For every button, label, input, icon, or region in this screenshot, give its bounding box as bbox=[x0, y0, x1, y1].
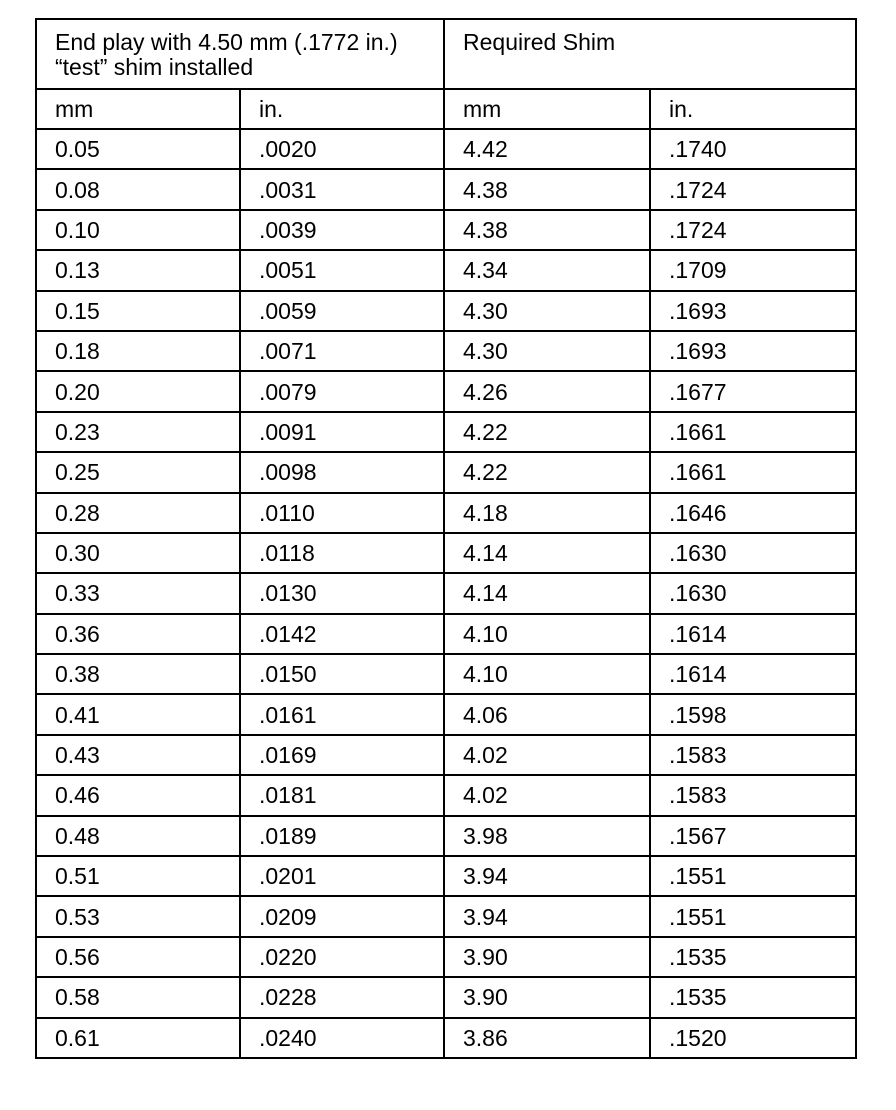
shim-mm-cell: 4.02 bbox=[444, 775, 650, 815]
table-row bbox=[36, 977, 856, 1017]
end-play-mm-header: mm bbox=[36, 89, 240, 129]
table-row bbox=[36, 331, 856, 371]
end-play-mm-cell: 0.41 bbox=[36, 694, 240, 734]
table-row bbox=[36, 614, 856, 654]
end-play-in-cell: .0130 bbox=[240, 573, 444, 613]
end-play-mm-cell: 0.08 bbox=[36, 169, 240, 209]
required-shim-header: Required Shim bbox=[444, 19, 856, 89]
end-play-in-cell: .0051 bbox=[240, 250, 444, 290]
end-play-mm-cell: 0.25 bbox=[36, 452, 240, 492]
end-play-in-cell: .0059 bbox=[240, 291, 444, 331]
end-play-in-cell: .0189 bbox=[240, 816, 444, 856]
end-play-in-cell: .0209 bbox=[240, 896, 444, 936]
shim-in-cell: .1693 bbox=[650, 291, 856, 331]
end-play-in-cell: .0201 bbox=[240, 856, 444, 896]
table-row bbox=[36, 735, 856, 775]
table-row bbox=[36, 694, 856, 734]
shim-in-cell: .1630 bbox=[650, 573, 856, 613]
end-play-mm-cell: 0.20 bbox=[36, 371, 240, 411]
end-play-in-cell: .0079 bbox=[240, 371, 444, 411]
table-row bbox=[36, 169, 856, 209]
shim-in-cell: .1661 bbox=[650, 412, 856, 452]
shim-mm-cell: 4.14 bbox=[444, 573, 650, 613]
shim-in-cell: .1583 bbox=[650, 775, 856, 815]
shim-in-cell: .1661 bbox=[650, 452, 856, 492]
end-play-in-cell: .0150 bbox=[240, 654, 444, 694]
shim-in-header: in. bbox=[650, 89, 856, 129]
shim-in-cell: .1535 bbox=[650, 977, 856, 1017]
shim-mm-cell: 3.90 bbox=[444, 977, 650, 1017]
table-row bbox=[36, 493, 856, 533]
end-play-mm-cell: 0.30 bbox=[36, 533, 240, 573]
end-play-mm-cell: 0.28 bbox=[36, 493, 240, 533]
end-play-mm-cell: 0.36 bbox=[36, 614, 240, 654]
table-row bbox=[36, 896, 856, 936]
end-play-in-cell: .0071 bbox=[240, 331, 444, 371]
end-play-in-cell: .0228 bbox=[240, 977, 444, 1017]
table-row bbox=[36, 250, 856, 290]
shim-mm-cell: 3.90 bbox=[444, 937, 650, 977]
shim-in-cell: .1583 bbox=[650, 735, 856, 775]
end-play-mm-cell: 0.61 bbox=[36, 1018, 240, 1058]
shim-mm-cell: 4.18 bbox=[444, 493, 650, 533]
table-row bbox=[36, 937, 856, 977]
end-play-in-cell: .0220 bbox=[240, 937, 444, 977]
shim-mm-cell: 4.22 bbox=[444, 452, 650, 492]
shim-in-cell: .1646 bbox=[650, 493, 856, 533]
end-play-mm-cell: 0.53 bbox=[36, 896, 240, 936]
table-row bbox=[36, 412, 856, 452]
table-row bbox=[36, 291, 856, 331]
shim-mm-cell: 3.86 bbox=[444, 1018, 650, 1058]
shim-mm-header: mm bbox=[444, 89, 650, 129]
table-row bbox=[36, 371, 856, 411]
shim-mm-cell: 4.26 bbox=[444, 371, 650, 411]
shim-in-cell: .1551 bbox=[650, 896, 856, 936]
end-play-in-cell: .0181 bbox=[240, 775, 444, 815]
end-play-in-cell: .0161 bbox=[240, 694, 444, 734]
end-play-mm-cell: 0.43 bbox=[36, 735, 240, 775]
shim-in-cell: .1740 bbox=[650, 129, 856, 169]
end-play-mm-cell: 0.13 bbox=[36, 250, 240, 290]
shim-mm-cell: 3.94 bbox=[444, 896, 650, 936]
shim-in-cell: .1551 bbox=[650, 856, 856, 896]
table-row bbox=[36, 816, 856, 856]
end-play-in-cell: .0091 bbox=[240, 412, 444, 452]
end-play-mm-cell: 0.10 bbox=[36, 210, 240, 250]
shim-mm-cell: 4.30 bbox=[444, 291, 650, 331]
end-play-mm-cell: 0.05 bbox=[36, 129, 240, 169]
shim-mm-cell: 3.98 bbox=[444, 816, 650, 856]
end-play-mm-cell: 0.46 bbox=[36, 775, 240, 815]
table-row bbox=[36, 452, 856, 492]
shim-in-cell: .1598 bbox=[650, 694, 856, 734]
shim-in-cell: .1693 bbox=[650, 331, 856, 371]
shim-mm-cell: 3.94 bbox=[444, 856, 650, 896]
shim-in-cell: .1724 bbox=[650, 210, 856, 250]
shim-mm-cell: 4.34 bbox=[444, 250, 650, 290]
unit-header-row bbox=[36, 89, 856, 129]
end-play-mm-cell: 0.15 bbox=[36, 291, 240, 331]
end-play-mm-cell: 0.33 bbox=[36, 573, 240, 613]
shim-in-cell: .1614 bbox=[650, 654, 856, 694]
shim-mm-cell: 4.06 bbox=[444, 694, 650, 734]
end-play-mm-cell: 0.51 bbox=[36, 856, 240, 896]
end-play-mm-cell: 0.18 bbox=[36, 331, 240, 371]
end-play-in-cell: .0169 bbox=[240, 735, 444, 775]
shim-in-cell: .1567 bbox=[650, 816, 856, 856]
shim-mm-cell: 4.42 bbox=[444, 129, 650, 169]
end-play-in-header: in. bbox=[240, 89, 444, 129]
end-play-in-cell: .0020 bbox=[240, 129, 444, 169]
end-play-header: End play with 4.50 mm (.1772 in.) “test” shim installed bbox=[36, 19, 444, 89]
table-row bbox=[36, 1018, 856, 1058]
end-play-in-cell: .0110 bbox=[240, 493, 444, 533]
end-play-in-cell: .0240 bbox=[240, 1018, 444, 1058]
shim-mm-cell: 4.10 bbox=[444, 614, 650, 654]
table-row bbox=[36, 533, 856, 573]
end-play-mm-cell: 0.58 bbox=[36, 977, 240, 1017]
shim-mm-cell: 4.10 bbox=[444, 654, 650, 694]
end-play-mm-cell: 0.23 bbox=[36, 412, 240, 452]
shim-in-cell: .1677 bbox=[650, 371, 856, 411]
end-play-mm-cell: 0.48 bbox=[36, 816, 240, 856]
table-row bbox=[36, 129, 856, 169]
shim-mm-cell: 4.14 bbox=[444, 533, 650, 573]
shim-in-cell: .1724 bbox=[650, 169, 856, 209]
shim-mm-cell: 4.38 bbox=[444, 169, 650, 209]
table-row bbox=[36, 856, 856, 896]
table-row bbox=[36, 573, 856, 613]
end-play-in-cell: .0039 bbox=[240, 210, 444, 250]
shim-in-cell: .1535 bbox=[650, 937, 856, 977]
end-play-in-cell: .0118 bbox=[240, 533, 444, 573]
table-row bbox=[36, 210, 856, 250]
end-play-in-cell: .0031 bbox=[240, 169, 444, 209]
shim-mm-cell: 4.38 bbox=[444, 210, 650, 250]
table-row bbox=[36, 654, 856, 694]
end-play-mm-cell: 0.56 bbox=[36, 937, 240, 977]
shim-in-cell: .1630 bbox=[650, 533, 856, 573]
end-play-in-cell: .0142 bbox=[240, 614, 444, 654]
end-play-mm-cell: 0.38 bbox=[36, 654, 240, 694]
shim-mm-cell: 4.30 bbox=[444, 331, 650, 371]
table-row bbox=[36, 775, 856, 815]
shim-in-cell: .1520 bbox=[650, 1018, 856, 1058]
shim-selection-table bbox=[35, 18, 857, 1059]
end-play-in-cell: .0098 bbox=[240, 452, 444, 492]
group-header-row bbox=[36, 19, 856, 89]
shim-in-cell: .1614 bbox=[650, 614, 856, 654]
shim-in-cell: .1709 bbox=[650, 250, 856, 290]
shim-mm-cell: 4.02 bbox=[444, 735, 650, 775]
shim-mm-cell: 4.22 bbox=[444, 412, 650, 452]
